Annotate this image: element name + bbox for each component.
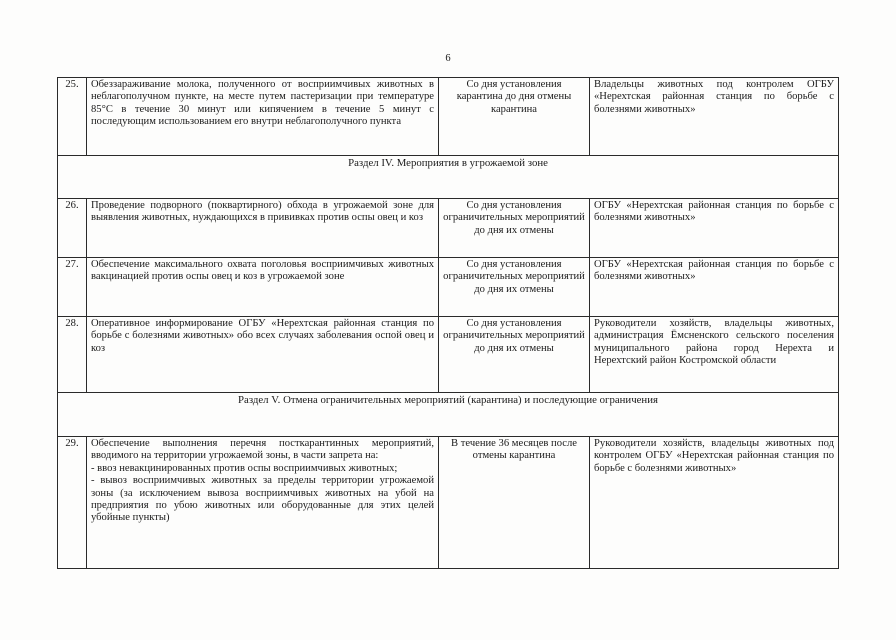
table-row-25	[58, 78, 839, 156]
measure-item-2: - вывоз восприимчивых животных за пределы территории угрожаемой зоны (за исключением вывоза восприимчивых животных на убой на предприятия по убою животных или оборудованные для этих целей убойные пункты)	[91, 475, 434, 524]
term-text: Со дня установления ограничительных мероприятий до дня их отмены	[439, 258, 590, 317]
measure-text: Оперативное информирование ОГБУ «Нерехтская районная станция по борьбе с болезнями животных» обо всех случаях заболевания оспой овец и коз	[87, 317, 439, 393]
responsible-text: Руководители хозяйств, владельцы животных под контролем ОГБУ «Нерехтская районная станция по борьбе с болезнями животных»	[590, 437, 839, 569]
measure-text: Обеззараживание молока, полученного от восприимчивых животных в неблагополучном пункте, на месте путем пастеризации при температуре 85°С в течение 30 минут или кипячением в течение 5 минут с последующим использованием его внутри неблагополучного пункта	[87, 78, 439, 156]
measures-table	[57, 77, 839, 569]
measure-item-1: - ввоз невакцинированных против оспы восприимчивых животных;	[91, 462, 398, 474]
section-heading-4: Раздел IV. Мероприятия в угрожаемой зоне	[58, 156, 839, 199]
table-row-29	[58, 437, 839, 569]
measure-text: Проведение подворного (поквартирного) обхода в угрожаемой зоне для выявления животных, нуждающихся в прививках против оспы овец и коз	[87, 199, 439, 258]
row-number: 26.	[58, 199, 87, 258]
responsible-text: Владельцы животных под контролем ОГБУ «Нерехтская районная станция по борьбе с болезнями животных»	[590, 78, 839, 156]
term-text: Со дня установления карантина до дня отмены карантина	[439, 78, 590, 156]
term-text: Со дня установления ограничительных мероприятий до дня их отмены	[439, 317, 590, 393]
responsible-text: ОГБУ «Нерехтская районная станция по борьбе с болезнями животных»	[590, 199, 839, 258]
table-row-27	[58, 258, 839, 317]
page-number: 6	[445, 53, 451, 64]
measure-intro: Обеспечение выполнения перечня посткарантинных мероприятий, вводимого на территории угрожаемой зоны, в части запрета на:	[91, 438, 434, 462]
row-number: 27.	[58, 258, 87, 317]
responsible-text: Руководители хозяйств, владельцы животных, администрация Ёмсненского сельского поселения муниципального района город Нерехта и Нерехтский район Костромской области	[590, 317, 839, 393]
section-heading-5: Раздел V. Отмена ограничительных мероприятий (карантина) и последующие ограничения	[58, 393, 839, 437]
measure-text	[87, 437, 439, 569]
term-text: В течение 36 месяцев после отмены карантина	[439, 437, 590, 569]
measure-text: Обеспечение максимального охвата поголовья восприимчивых животных вакцинацией против оспы овец и коз в угрожаемой зоне	[87, 258, 439, 317]
table-row-26	[58, 199, 839, 258]
row-number: 28.	[58, 317, 87, 393]
section-row-4	[58, 156, 839, 199]
row-number: 25.	[58, 78, 87, 156]
row-number: 29.	[58, 437, 87, 569]
responsible-text: ОГБУ «Нерехтская районная станция по борьбе с болезнями животных»	[590, 258, 839, 317]
section-row-5	[58, 393, 839, 437]
term-text: Со дня установления ограничительных мероприятий до дня их отмены	[439, 199, 590, 258]
table-row-28	[58, 317, 839, 393]
